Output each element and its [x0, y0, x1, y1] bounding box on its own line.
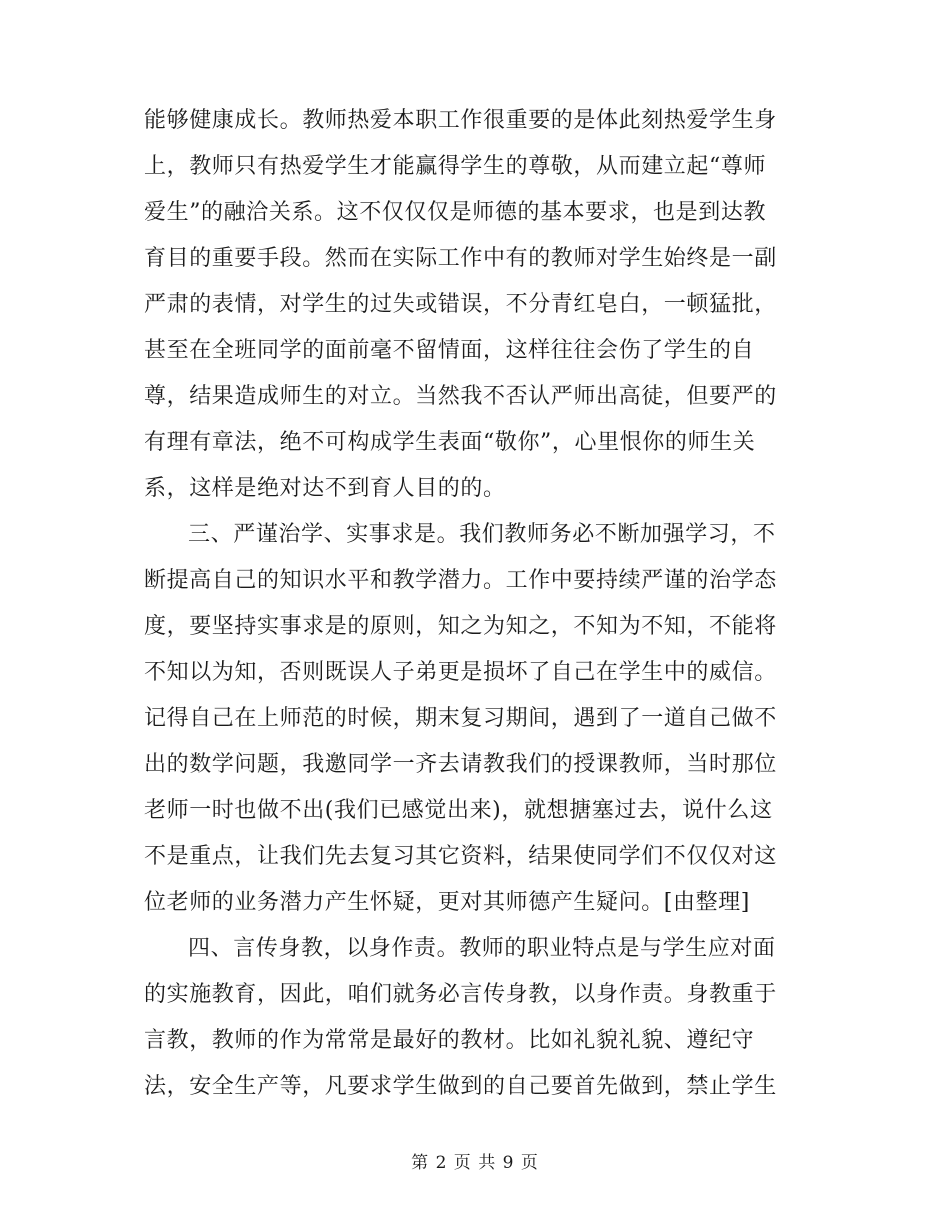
- document-body: [144, 98, 804, 1110]
- text-line: 位老师的业务潜力产生怀疑，更对其师德产生疑问。[由整理]: [144, 890, 750, 915]
- text-line: 出的数学问题，我邀同学一齐去请教我们的授课教师，当时那位: [144, 752, 777, 777]
- text-line: 上，教师只有热爱学生才能赢得学生的尊敬，从而建立起“尊师: [144, 154, 767, 179]
- text-line: 法，安全生产等，凡要求学生做到的自己要首先做到，禁止学生: [144, 1074, 777, 1099]
- text-line: 系，这样是绝对达不到育人目的的。: [144, 476, 506, 501]
- text-line: 育目的重要手段。然而在实际工作中有的教师对学生始终是一副: [144, 246, 777, 271]
- text-line: 不是重点，让我们先去复习其它资料，结果使同学们不仅仅对这: [144, 844, 777, 869]
- page-number-footer: 第 2 页 共 9 页: [411, 1153, 539, 1173]
- text-line: 言教，教师的作为常常是最好的教材。比如礼貌礼貌、遵纪守: [144, 1028, 755, 1053]
- text-line: 能够健康成长。教师热爱本职工作很重要的是体此刻热爱学生身: [144, 108, 777, 133]
- text-line: 有理有章法，绝不可构成学生表面“敬你”，心里恨你的师生关: [144, 430, 756, 455]
- text-line: 爱生”的融洽关系。这不仅仅仅是师德的基本要求，也是到达教: [144, 200, 767, 225]
- text-line: 严肃的表情，对学生的过失或错误，不分青红皂白，一顿猛批，: [144, 292, 777, 317]
- paragraph-4-start: 四、言传身教，以身作责。教师的职业特点是与学生应对面: [188, 936, 776, 961]
- text-line: 不知以为知，否则既误人子弟更是损坏了自己在学生中的威信。: [144, 660, 777, 685]
- text-line: 老师一时也做不出(我们已感觉出来)，就想搪塞过去，说什么这: [144, 798, 773, 823]
- paragraph-3-start: 三、严谨治学、实事求是。我们教师务必不断加强学习，不: [188, 522, 776, 547]
- text-line: 甚至在全班同学的面前毫不留情面，这样往往会伤了学生的自: [144, 338, 755, 363]
- text-line: 记得自己在上师范的时候，期末复习期间，遇到了一道自己做不: [144, 706, 777, 731]
- text-line: 断提高自己的知识水平和教学潜力。工作中要持续严谨的治学态: [144, 568, 777, 593]
- text-line: 尊，结果造成师生的对立。当然我不否认严师出高徒，但要严的: [144, 384, 777, 409]
- text-line: 的实施教育，因此，咱们就务必言传身教，以身作责。身教重于: [144, 982, 777, 1007]
- text-line: 度，要坚持实事求是的原则，知之为知之，不知为不知，不能将: [144, 614, 777, 639]
